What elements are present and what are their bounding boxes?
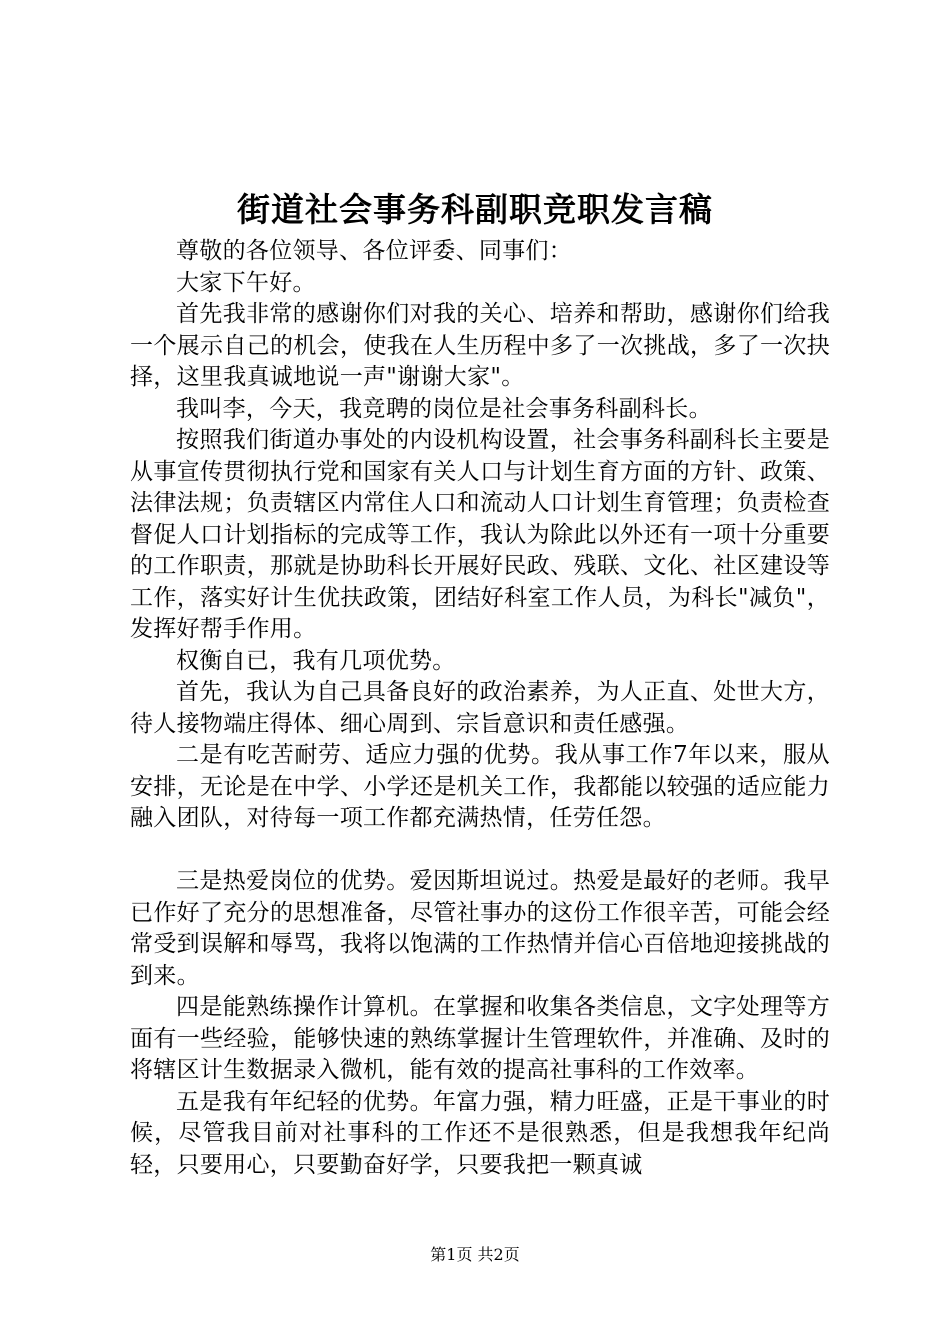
- paragraph-strength-5: 五是我有年纪轻的优势。年富力强，精力旺盛，正是干事业的时候，尽管我目前对社事科的工作还不是很熟悉，但是我想我年纪尚轻，只要用心，只要勤奋好学，只要我把一颗真诚: [130, 1088, 830, 1178]
- paragraph-strength-3: 三是热爱岗位的优势。爱因斯坦说过。热爱是最好的老师。我早已作好了充分的思想准备，尽管社事办的这份工作很辛苦，可能会经常受到误解和辱骂，我将以饱满的工作热情并信心百倍地迎接挑战的到来。: [130, 868, 830, 989]
- paragraph-strengths-intro: 权衡自已，我有几项优势。: [176, 647, 456, 674]
- paragraph-duties: 按照我们街道办事处的内设机构设置，社会事务科副科长主要是从事宣传贯彻执行党和国家有关人口与计划生育方面的方针、政策、法律法规；负责辖区内常住人口和流动人口计划生育管理；负责检查督促人口计划指标的完成等工作，我认为除此以外还有一项十分重要的工作职责，那就是协助科长开展好民政、残联、文化、社区建设等工作，落实好计生优扶政策，团结好科室工作人员，为科长"减负"，发挥好帮手作用。: [130, 427, 830, 642]
- document-body: [130, 236, 830, 1181]
- paragraph-strength-1: 首先，我认为自己具备良好的政治素养，为人正直、处世大方，待人接物端庄得体、细心周到、宗旨意识和责任感强。: [130, 679, 830, 737]
- paragraph-thanks: 首先我非常的感谢你们对我的关心、培养和帮助，感谢你们给我一个展示自己的机会，使我在人生历程中多了一次挑战，多了一次抉择，这里我真诚地说一声"谢谢大家"。: [130, 301, 830, 390]
- paragraph-strength-4: 四是能熟练操作计算机。在掌握和收集各类信息，文字处理等方面有一些经验，能够快速的熟练掌握计生管理软件，并准确、及时的将辖区计生数据录入微机，能有效的提高社事科的工作效率。: [130, 994, 830, 1083]
- blank-line: [130, 835, 830, 867]
- paragraph-salutation: 尊敬的各位领导、各位评委、同事们：: [176, 238, 573, 264]
- paragraph-introduction: 我叫李，今天，我竞聘的岗位是社会事务科副科长。: [176, 395, 712, 422]
- paragraph-strength-2: 二是有吃苦耐劳、适应力强的优势。我从事工作7年以来，服从安排，无论是在中学、小学还是机关工作，我都能以较强的适应能力融入团队，对待每一项工作都充满热情，任劳任怨。: [130, 742, 830, 831]
- page-footer: 第1页 共2页: [430, 1245, 520, 1264]
- document-title: 街道社会事务科副职竞职发言稿: [237, 190, 713, 229]
- paragraph-greeting: 大家下午好。: [176, 269, 316, 296]
